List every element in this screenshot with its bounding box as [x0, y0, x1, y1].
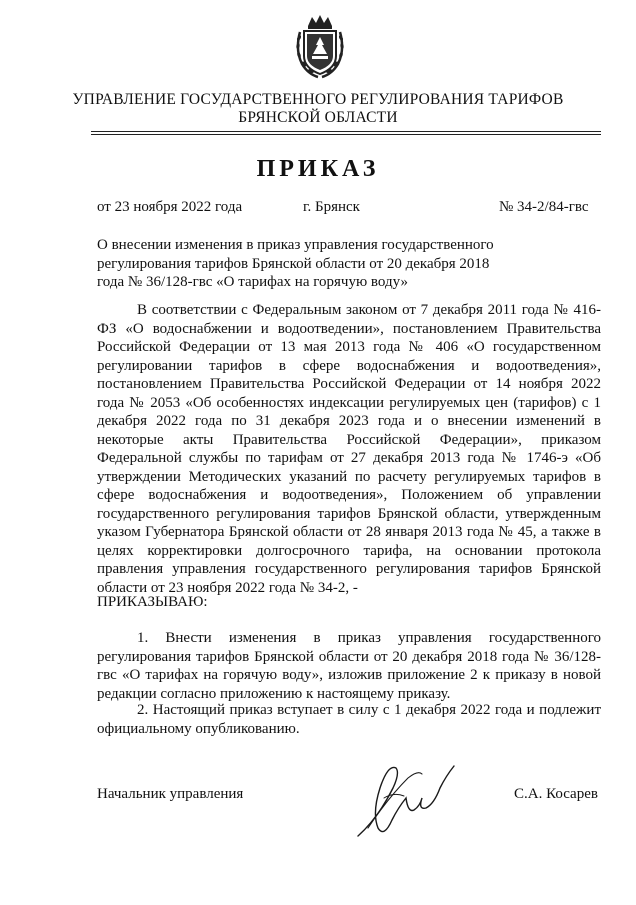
order-item-1: 1. Внести изменения в приказ управления государственного регулирования тарифов Брянской области от 20 декабря 2018 года № 36/128-гвс «О тарифах на горячую воду», изложив приложение 2 к приказу в новой редакции согласно приложению к настоящему приказу.	[97, 630, 601, 702]
order-item-2: 2. Настоящий приказ вступает в силу с 1 декабря 2022 года и подлежит официальному опубликованию.	[97, 702, 601, 737]
document-date: от 23 ноября 2022 года	[97, 199, 243, 215]
header-divider	[91, 131, 601, 132]
signatory-role: Начальник управления	[97, 786, 244, 802]
document-city: г. Брянск	[303, 199, 360, 215]
document-title: ПРИКАЗ	[256, 156, 380, 182]
organization-region: БРЯНСКОЙ ОБЛАСТИ	[238, 109, 398, 126]
preamble-paragraph: В соответствии с Федеральным законом от 7 декабря 2011 года № 416-ФЗ «О водоснабжении и водоотведении», постановлением Правительства Российской Федерации от 13 мая 2013 года № 406 «О государственном регулировании тарифов в сфере водоснабжения и водоотведения», постановлением Правительства Российской Федерации от 14 ноября 2022 года № 2053 «Об особенностях индексации регулируемых цен (тарифов) с 1 декабря 2022 года по 31 декабря 2023 года и о внесении изменений в некоторые акты Правительства Российской Федерации», приказом Федеральной службы по тарифам от 27 декабря 2013 года № 1746-э «Об утверждении Методических указаний по расчету регулируемых тарифов в сфере водоснабжения и водоотведения», Положением об управлении государственного регулирования тарифов Брянской области, утвержденным указом Губернатора Брянской области от 28 января 2013 года № 45, а также в целях корректировки долгосрочного тарифа, на основании протокола правления управления государственного регулирования тарифов Брянской области от 23 ноября 2022 года № 34-2, -	[97, 302, 601, 596]
signatory-name: С.А. Косарев	[514, 786, 598, 802]
document-subject: О внесении изменения в приказ управления государственного регулирования тарифов Брянской области от 20 декабря 2018 года № 36/128-гвс «О тарифах на горячую воду»	[97, 237, 494, 290]
document-number: № 34-2/84-гвс	[499, 199, 589, 215]
order-declaration: ПРИКАЗЫВАЮ:	[97, 594, 208, 610]
coat-of-arms-icon	[294, 12, 346, 80]
header-divider-thin	[91, 134, 601, 135]
organization-name: УПРАВЛЕНИЕ ГОСУДАРСТВЕННОГО РЕГУЛИРОВАНИЯ ТАРИФОВ	[72, 91, 564, 108]
handwritten-signature-icon	[348, 758, 468, 843]
